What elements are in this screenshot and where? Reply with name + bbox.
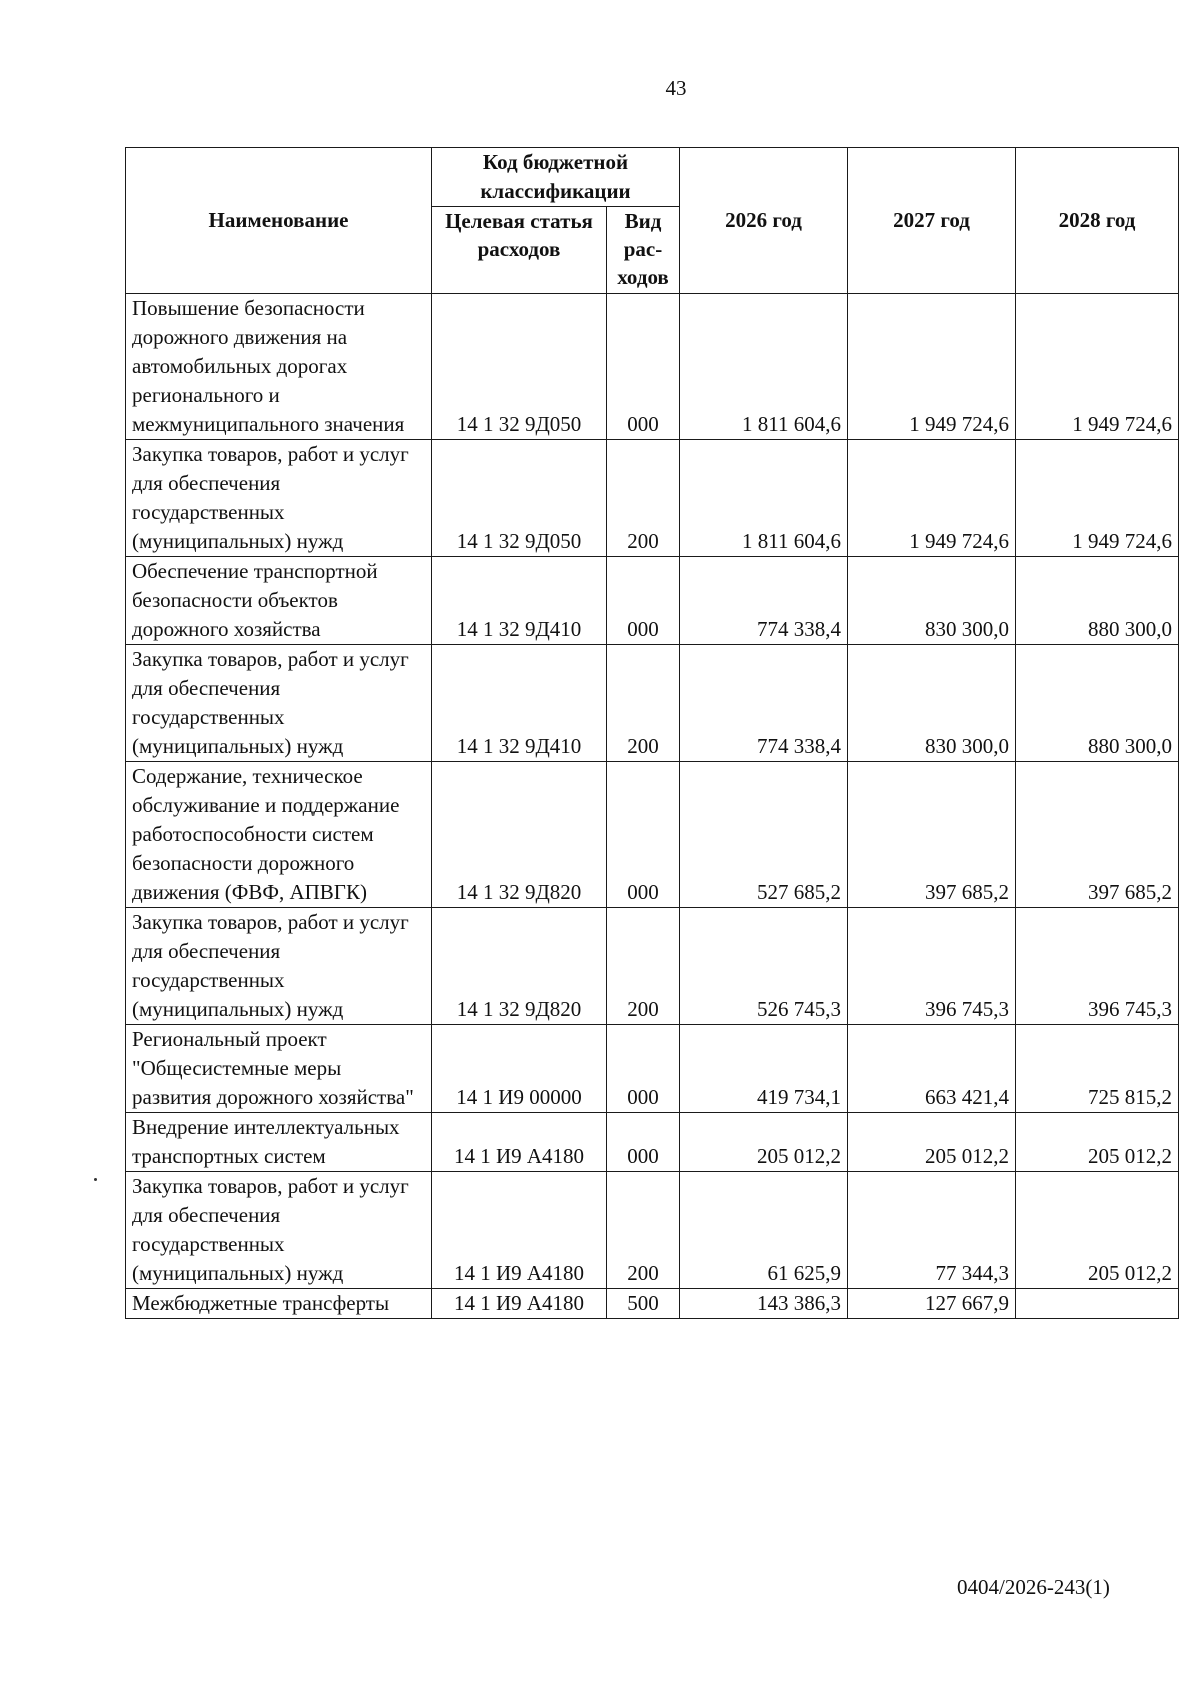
row-target-article: 14 1 И9 00000 — [432, 1025, 607, 1113]
header-code-group: Код бюджетной классификации — [432, 148, 680, 207]
row-value-2027: 77 344,3 — [848, 1172, 1016, 1289]
row-target-article: 14 1 32 9Д410 — [432, 557, 607, 645]
row-value-2026: 61 625,9 — [680, 1172, 848, 1289]
row-target-article: 14 1 И9 А4180 — [432, 1113, 607, 1172]
row-value-2027: 397 685,2 — [848, 762, 1016, 908]
row-value-2028: 725 815,2 — [1016, 1025, 1179, 1113]
row-value-2026: 419 734,1 — [680, 1025, 848, 1113]
row-target-article: 14 1 И9 А4180 — [432, 1289, 607, 1319]
row-target-article: 14 1 32 9Д050 — [432, 440, 607, 557]
row-value-2026: 1 811 604,6 — [680, 440, 848, 557]
table-row — [126, 908, 1179, 1025]
table-row — [126, 1172, 1179, 1289]
page-number: 43 — [665, 76, 687, 100]
row-value-2026: 527 685,2 — [680, 762, 848, 908]
row-expense-type: 000 — [607, 294, 680, 440]
table-row — [126, 1025, 1179, 1113]
table-row — [126, 557, 1179, 645]
row-value-2028: 880 300,0 — [1016, 645, 1179, 762]
row-value-2027: 830 300,0 — [848, 645, 1016, 762]
margin-speck — [94, 1178, 97, 1181]
header-name: Наименование — [126, 148, 432, 294]
row-value-2028: 880 300,0 — [1016, 557, 1179, 645]
row-value-2026: 774 338,4 — [680, 557, 848, 645]
row-name: Закупка товаров, работ и услуг для обеспечения государственных (муниципальных) нужд — [126, 440, 432, 557]
row-expense-type: 000 — [607, 1025, 680, 1113]
row-name: Содержание, техническое обслуживание и поддержание работоспособности систем безопасности дорожного движения (ФВФ, АПВГК) — [126, 762, 432, 908]
table-row — [126, 762, 1179, 908]
row-value-2028: 205 012,2 — [1016, 1113, 1179, 1172]
row-value-2027: 1 949 724,6 — [848, 294, 1016, 440]
table-row — [126, 645, 1179, 762]
header-2028: 2028 год — [1016, 148, 1179, 294]
header-2027: 2027 год — [848, 148, 1016, 294]
row-value-2027: 1 949 724,6 — [848, 440, 1016, 557]
row-target-article: 14 1 32 9Д050 — [432, 294, 607, 440]
row-value-2028: 397 685,2 — [1016, 762, 1179, 908]
row-value-2026: 774 338,4 — [680, 645, 848, 762]
row-expense-type: 000 — [607, 762, 680, 908]
row-expense-type: 200 — [607, 1172, 680, 1289]
row-expense-type: 500 — [607, 1289, 680, 1319]
row-value-2027: 205 012,2 — [848, 1113, 1016, 1172]
row-value-2028 — [1016, 1289, 1179, 1319]
row-value-2028: 1 949 724,6 — [1016, 294, 1179, 440]
row-target-article: 14 1 32 9Д410 — [432, 645, 607, 762]
row-expense-type: 000 — [607, 557, 680, 645]
row-value-2027: 127 667,9 — [848, 1289, 1016, 1319]
row-target-article: 14 1 И9 А4180 — [432, 1172, 607, 1289]
budget-table — [125, 147, 1179, 1319]
row-value-2028: 205 012,2 — [1016, 1172, 1179, 1289]
header-target-article: Целевая статья расходов — [432, 207, 607, 294]
row-expense-type: 200 — [607, 908, 680, 1025]
table-row — [126, 440, 1179, 557]
table-row — [126, 1289, 1179, 1319]
row-expense-type: 200 — [607, 440, 680, 557]
row-target-article: 14 1 32 9Д820 — [432, 908, 607, 1025]
row-value-2027: 663 421,4 — [848, 1025, 1016, 1113]
row-name: Закупка товаров, работ и услуг для обеспечения государственных (муниципальных) нужд — [126, 908, 432, 1025]
row-name: Обеспечение транспортной безопасности объектов дорожного хозяйства — [126, 557, 432, 645]
row-value-2026: 205 012,2 — [680, 1113, 848, 1172]
row-value-2028: 396 745,3 — [1016, 908, 1179, 1025]
row-name: Закупка товаров, работ и услуг для обеспечения государственных (муниципальных) нужд — [126, 1172, 432, 1289]
row-value-2028: 1 949 724,6 — [1016, 440, 1179, 557]
row-name: Повышение безопасности дорожного движения на автомобильных дорогах регионального и межмуниципального значения — [126, 294, 432, 440]
row-expense-type: 000 — [607, 1113, 680, 1172]
row-value-2027: 830 300,0 — [848, 557, 1016, 645]
header-2026: 2026 год — [680, 148, 848, 294]
row-value-2026: 1 811 604,6 — [680, 294, 848, 440]
row-name: Межбюджетные трансферты — [126, 1289, 432, 1319]
row-value-2026: 526 745,3 — [680, 908, 848, 1025]
table-row — [126, 294, 1179, 440]
row-name: Внедрение интеллектуальных транспортных систем — [126, 1113, 432, 1172]
row-value-2026: 143 386,3 — [680, 1289, 848, 1319]
row-value-2027: 396 745,3 — [848, 908, 1016, 1025]
table-row — [126, 1113, 1179, 1172]
document-number: 0404/2026-243(1) — [957, 1575, 1110, 1599]
row-name: Закупка товаров, работ и услуг для обеспечения государственных (муниципальных) нужд — [126, 645, 432, 762]
row-target-article: 14 1 32 9Д820 — [432, 762, 607, 908]
row-expense-type: 200 — [607, 645, 680, 762]
row-name: Региональный проект "Общесистемные меры развития дорожного хозяйства" — [126, 1025, 432, 1113]
header-expense-type: Вид рас-ходов — [607, 207, 680, 294]
